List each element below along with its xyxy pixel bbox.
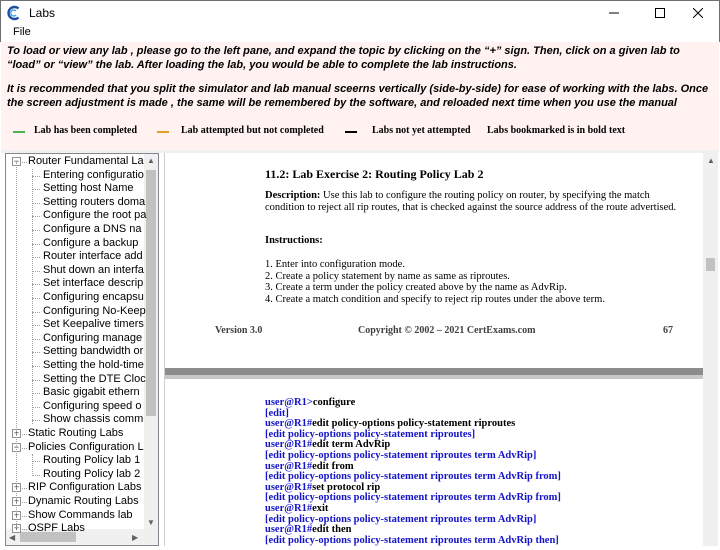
tree-connector (32, 298, 40, 299)
cli-command: exit (312, 502, 329, 514)
tree-item-label: Entering configuratio (43, 168, 144, 181)
cli-prompt: user@R1# (265, 418, 313, 430)
tree-connector (32, 230, 40, 231)
tree-lab-item[interactable] (6, 400, 144, 414)
tree-item-label: Setting the DTE Cloc (43, 372, 146, 385)
exercise-description (265, 190, 685, 214)
tree-category[interactable] (6, 481, 144, 495)
tree-item-label: Setting bandwidth or (43, 345, 144, 358)
description-label: Description: (265, 190, 321, 201)
tree-item-label: Configuring manage (43, 331, 143, 344)
tree-category[interactable] (6, 495, 144, 509)
tree-item-label: Shut down an interfa (43, 263, 144, 276)
tree-item-label: Setting the hold-time (43, 359, 144, 371)
tree-connector (32, 176, 40, 177)
close-button[interactable] (675, 1, 720, 25)
cli-prompt: [edit policy-options policy-statement riproutes term AdvRip from] (265, 471, 561, 483)
tree-lab-item[interactable] (6, 359, 144, 373)
tree-item-label: Configure a backup (43, 236, 139, 249)
tree-item-label: Set interface descrip (43, 277, 144, 290)
scroll-right-arrow-icon[interactable]: ▶ (132, 533, 139, 542)
page-separator (165, 368, 703, 375)
menu-bar (0, 24, 720, 42)
tree-lab-item[interactable] (6, 196, 144, 210)
tree-lab-item[interactable] (6, 373, 144, 387)
tree-item-label: Router interface add (43, 250, 143, 263)
tree-connector (22, 516, 27, 517)
maximize-icon (655, 8, 665, 18)
tree-lab-item[interactable] (6, 182, 144, 196)
cli-prompt: [edit policy-options policy-statement riproutes term AdvRip] (265, 513, 537, 525)
tree-connector (22, 529, 27, 530)
tree-connector (32, 271, 40, 272)
tree-item-label: Configure a DNS na (43, 223, 142, 235)
tree-item-label: Setting host Name (43, 182, 134, 195)
expand-icon[interactable]: + (13, 428, 20, 438)
app-logo-icon (6, 5, 22, 21)
instruction-step: 1. Enter into configuration mode. (265, 259, 405, 270)
cli-prompt: [edit policy-options policy-statement riproutes term AdvRip] (265, 449, 537, 461)
cli-command: edit from (312, 460, 354, 472)
tree-connector (32, 189, 40, 190)
cli-prompt: user@R1# (265, 502, 313, 514)
tree-item-label: Static Routing Labs (28, 427, 124, 439)
tree-connector (32, 475, 40, 476)
expand-icon[interactable]: + (13, 509, 20, 520)
tree-item-label: Routing Policy lab 2 (43, 467, 141, 480)
legend-attempted: Lab attempted but not completed (181, 125, 324, 136)
tree-lab-item[interactable] (6, 413, 144, 427)
tree-lab-item[interactable] (6, 209, 147, 223)
legend-completed: Lab has been completed (34, 125, 138, 136)
footer-page-number: 67 (663, 325, 673, 336)
collapse-icon[interactable]: − (13, 441, 20, 452)
tree-item-label: Router Fundamental La (28, 155, 144, 167)
expand-icon[interactable]: + (13, 482, 20, 493)
tree-connector (32, 312, 40, 313)
tree-item-label: Configuring encapsu (43, 291, 144, 303)
tree-lab-item[interactable] (6, 237, 144, 251)
tree-lab-item[interactable] (6, 454, 144, 468)
tree-connector (32, 352, 40, 353)
minimize-button[interactable] (591, 1, 637, 25)
tree-item-label: Configuring No-Keep (43, 304, 146, 317)
tree-connector (32, 407, 40, 408)
instruction-steps (265, 259, 605, 305)
legend-bookmarked: Labs bookmarked is in bold text (487, 125, 626, 136)
tree-category[interactable] (6, 155, 144, 169)
tree-category[interactable] (6, 522, 144, 536)
tree-item-label: Setting routers doma (43, 195, 146, 208)
tree-lab-item[interactable] (6, 386, 144, 400)
tree-item-label: Policies Configuration L (28, 440, 144, 453)
tree-item-label: Routing Policy lab 1 (43, 454, 141, 467)
tree-lab-item[interactable] (6, 264, 144, 278)
legend-not-attempted: Labs not yet attempted (372, 125, 471, 136)
cli-prompt: user@R1# (265, 439, 313, 451)
manual-scroll-up-arrow-icon[interactable]: ▲ (707, 156, 715, 165)
tree-category[interactable] (6, 509, 144, 523)
not-attempted-legend-swatch (345, 131, 357, 133)
tree-connector (32, 420, 40, 421)
tree-item-label: Set Keepalive timers (43, 318, 144, 331)
tree-connector (32, 325, 40, 326)
tree-item-label: Basic gigabit ethern (43, 386, 140, 399)
cli-line (265, 536, 561, 546)
footer-copyright: Copyright © 2002 – 2021 CertExams.com (358, 325, 536, 336)
title-bar (0, 0, 720, 24)
tree-item-label: Dynamic Routing Labs (28, 495, 139, 507)
tree-item-label: Configuring speed o (43, 399, 142, 412)
tree-connector (22, 434, 27, 435)
tree-item-label: Show chassis comm (43, 413, 144, 426)
tree-lab-item[interactable] (6, 223, 144, 237)
cli-prompt: user@R1# (265, 481, 313, 493)
cli-command: edit then (312, 524, 352, 536)
expand-icon[interactable]: + (13, 523, 20, 534)
cli-line (265, 398, 561, 409)
tree-lab-item[interactable] (6, 169, 144, 183)
cli-prompt: user@R1# (265, 460, 313, 472)
scroll-left-arrow-icon[interactable]: ◀ (9, 533, 16, 542)
tree-category[interactable] (6, 441, 144, 455)
cli-prompt: user@R1# (265, 524, 313, 536)
cli-prompt: [edit policy-options policy-statement riproutes term AdvRip from] (265, 492, 561, 504)
tree-connector (22, 488, 27, 489)
tree-connector (32, 216, 40, 217)
close-icon (693, 8, 703, 18)
instruction-step: 2. Create a policy statement by name as same as riproutes. (265, 270, 510, 282)
tree-connector (22, 448, 27, 449)
tree-guide-line (32, 454, 33, 474)
tree-item-label: RIP Configuration Labs (28, 481, 142, 494)
attempted-legend-swatch (157, 131, 169, 133)
manual-scroll-thumb[interactable] (706, 258, 715, 271)
tree-connector (32, 203, 40, 204)
window-title: Labs (29, 6, 56, 20)
tree-connector (32, 339, 40, 340)
cli-prompt: [edit policy-options policy-statement riproutes term AdvRip then] (265, 534, 559, 546)
description-text: Use this lab to configure the routing policy on router, by specifying the match condition to reject all rip routes, that is checked against the source address of the route advertised. (265, 190, 677, 213)
tree-lab-item[interactable] (6, 305, 144, 319)
cli-command: configure (312, 397, 356, 408)
tree-connector (22, 502, 27, 503)
instruction-step: 3. Create a term under the policy created above by the name as AdvRip. (265, 282, 567, 293)
manual-vertical-scrollbar[interactable] (703, 153, 718, 546)
cli-transcript (265, 398, 561, 546)
instructions-heading: Instructions: (265, 235, 323, 246)
page-separator-shadow (165, 375, 703, 379)
tree-connector (32, 244, 40, 245)
instructions-text-split: It is recommended that you split the simulator and lab manual sceerns vertically (side-by-side) for ease of working with the labs. Once the screen adjustment is made , the same will be remembered by the software, and reloaded next time when you use the manual (7, 83, 709, 109)
collapse-icon[interactable]: − (13, 156, 20, 166)
manual-page (165, 153, 703, 373)
tree-connector (22, 162, 27, 163)
cli-prompt: [edit] (265, 407, 289, 419)
tree-lab-item[interactable] (6, 250, 144, 264)
minimize-icon (609, 8, 619, 18)
lab-manual-viewer[interactable] (164, 153, 718, 546)
instruction-step: 4. Create a match condition and specify to reject rip routes under the above term. (265, 293, 605, 305)
instructions-panel (1, 42, 719, 150)
scroll-up-arrow-icon[interactable]: ▲ (147, 156, 155, 165)
expand-icon[interactable]: + (13, 496, 20, 506)
exercise-heading: 11.2: Lab Exercise 2: Routing Policy Lab 2 (265, 167, 484, 181)
lab-tree-view[interactable] (5, 153, 159, 546)
tree-guide-line (16, 162, 17, 528)
cli-command: edit policy-options policy-statement riproutes (312, 418, 516, 430)
tree-lab-item[interactable] (6, 345, 144, 359)
menu-file[interactable]: File (13, 26, 31, 38)
cli-prompt: user@R1> (265, 397, 313, 408)
tree-item-label: Configure the root pa (43, 209, 147, 222)
tree-scroll-thumb[interactable] (146, 170, 156, 416)
tree-category[interactable] (6, 427, 144, 441)
tree-lab-item[interactable] (6, 277, 144, 291)
completed-legend-swatch (13, 131, 25, 133)
scroll-down-arrow-icon[interactable]: ▼ (147, 518, 155, 527)
tree-connector (32, 380, 40, 381)
tree-item-label: OSPF Labs (28, 522, 85, 535)
tree-guide-line (32, 169, 33, 424)
tree-connector (32, 461, 40, 462)
cli-prompt: [edit policy-options policy-statement riproutes] (265, 428, 476, 440)
instructions-text-load: To load or view any lab , please go to the left pane, and expand the topic by clicking on the “+” sign. Then, click on a given lab to “load” or “view” the lab. After loading the lab, you would be able to complete the lab instructions. (7, 45, 680, 71)
tree-item-label: Show Commands lab (28, 508, 133, 521)
tree-connector (32, 393, 40, 394)
cli-command: edit term AdvRip (312, 439, 391, 451)
tree-connector (32, 284, 40, 285)
tree-connector (32, 257, 40, 258)
tree-lab-item[interactable] (6, 468, 144, 482)
tree-connector (32, 366, 40, 367)
footer-version: Version 3.0 (215, 325, 263, 336)
tree-lab-item[interactable] (6, 332, 144, 346)
tree-lab-item[interactable] (6, 291, 144, 305)
cli-command: set protocol rip (312, 481, 381, 493)
tree-lab-item[interactable] (6, 318, 144, 332)
